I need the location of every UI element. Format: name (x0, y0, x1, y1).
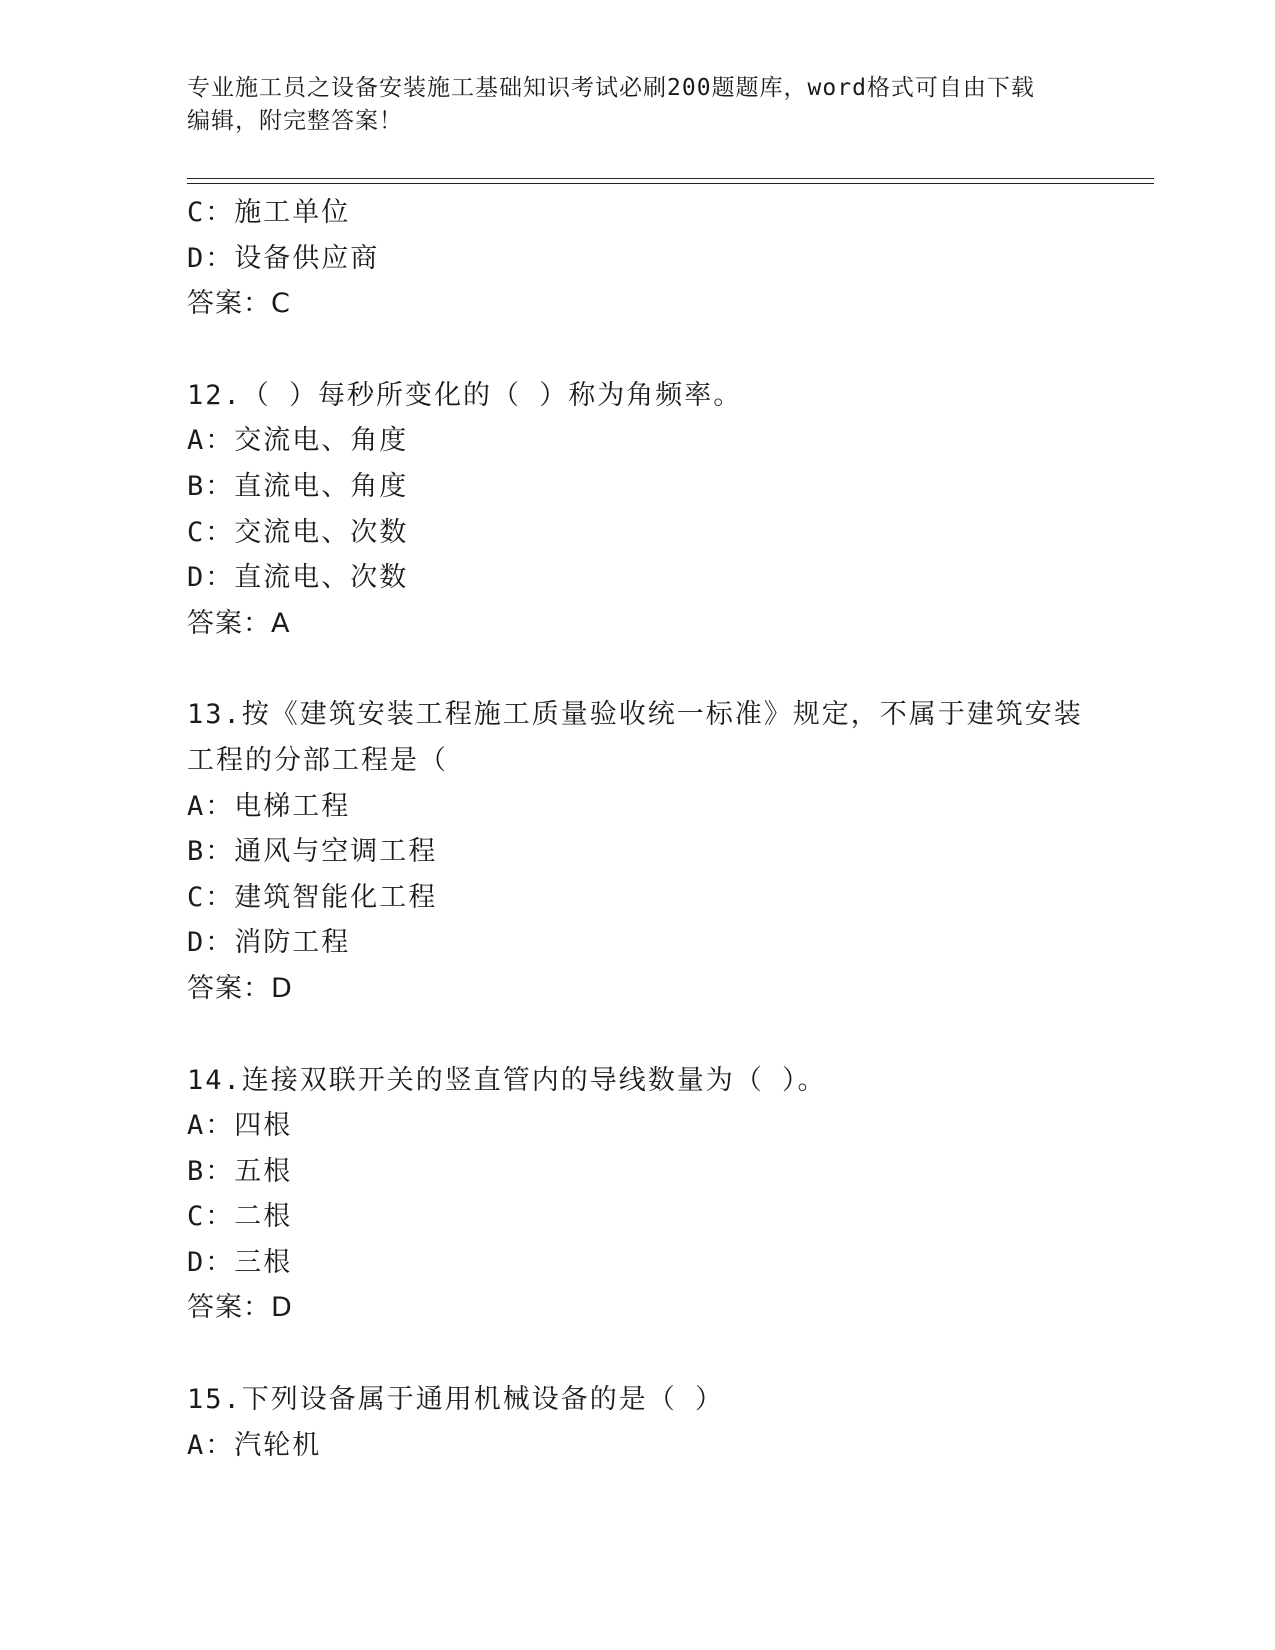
spacer (187, 327, 1087, 373)
spacer (187, 646, 1087, 692)
q12-option-b: B：直流电、角度 (187, 470, 409, 502)
q11-option-c: C：施工单位 (187, 197, 351, 228)
q15-question: 15.下列设备属于通用机械设备的是（ ） (187, 1384, 725, 1416)
spacer (187, 1331, 1087, 1377)
q14-answer: 答案：D (187, 1292, 293, 1324)
q12-option-c: C：交流电、次数 (187, 516, 409, 548)
q13-option-d: D：消防工程 (187, 927, 351, 959)
q13-option-b: B：通风与空调工程 (187, 836, 438, 868)
q13-answer: 答案：D (187, 972, 293, 1004)
header-line-1: 专业施工员之设备安装施工基础知识考试必刷200题题库，word格式可自由下载 (187, 75, 1035, 101)
q14-option-a: A：四根 (187, 1110, 293, 1142)
spacer (187, 1012, 1087, 1058)
q13-question-line-2: 工程的分部工程是（ (187, 744, 448, 776)
q14-option-b: B：五根 (187, 1155, 293, 1187)
q12-option-a: A：交流电、角度 (187, 425, 409, 457)
q12-question: 12.（ ）每秒所变化的（ ）称为角频率。 (187, 379, 743, 411)
header-divider-top (187, 178, 1154, 179)
q12-answer: 答案：A (187, 607, 291, 639)
q14-option-c: C：二根 (187, 1201, 293, 1233)
q13-option-a: A：电梯工程 (187, 790, 351, 822)
q15-option-a: A：汽轮机 (187, 1429, 322, 1461)
header-line-2: 编辑，附完整答案！ (187, 108, 403, 134)
q13-question-line-1: 13.按《建筑安装工程施工质量验收统一标准》规定，不属于建筑安装 (187, 699, 1083, 731)
q14-option-d: D：三根 (187, 1246, 293, 1278)
q11-option-d: D：设备供应商 (187, 242, 380, 274)
document-body (187, 190, 1087, 1468)
q13-option-c: C：建筑智能化工程 (187, 881, 438, 913)
page-header (187, 72, 1067, 138)
q12-option-d: D：直流电、次数 (187, 562, 409, 594)
header-divider-bottom (187, 183, 1154, 184)
q14-question: 14.连接双联开关的竖直管内的导线数量为（ ）。 (187, 1064, 827, 1096)
q11-answer: 答案：C (187, 288, 291, 320)
